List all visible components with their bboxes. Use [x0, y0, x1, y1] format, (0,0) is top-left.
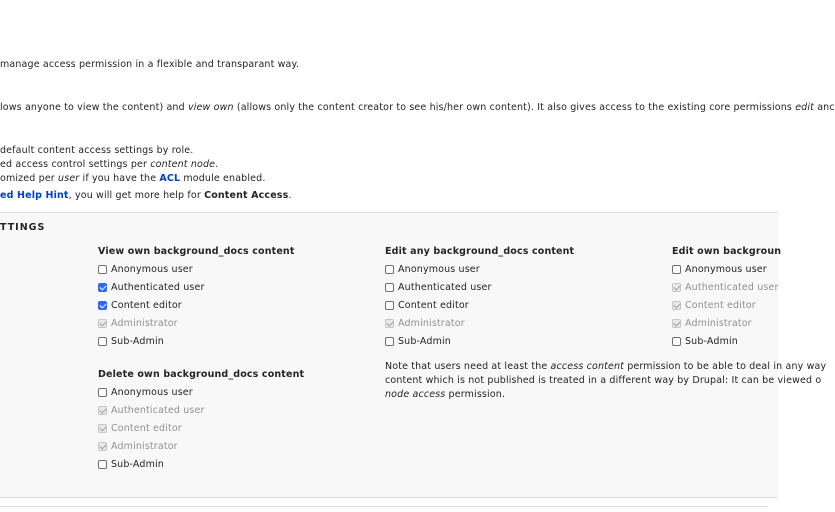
checkbox[interactable] [672, 337, 681, 346]
checkbox-label: Sub-Admin [111, 336, 164, 348]
intro-line-3: default content access settings by role. [0, 145, 194, 156]
intro-line-5: omized per user if you have the ACL module enabled. [0, 173, 266, 184]
checkbox [98, 319, 107, 328]
checkbox-label: Administrator [398, 318, 465, 330]
checkbox-row [672, 298, 756, 312]
checkbox-label: Anonymous user [685, 263, 767, 275]
checkbox [98, 406, 107, 415]
checkbox-row [98, 421, 182, 435]
checkbox-row[interactable] [672, 335, 738, 349]
intro-line-1: manage access permission in a flexible and transparant way. [0, 59, 300, 70]
divider [0, 506, 768, 507]
checkbox-label: Administrator [111, 441, 178, 453]
checkbox-row[interactable] [385, 280, 492, 294]
checkbox [385, 319, 394, 328]
checkbox-label: Administrator [685, 318, 752, 330]
checkbox-row [98, 440, 178, 454]
checkbox-row [672, 280, 779, 294]
checkbox-label: Content editor [111, 299, 182, 311]
checkbox-label: Sub-Admin [685, 336, 738, 348]
checkbox-row[interactable] [98, 262, 193, 276]
checkbox[interactable] [98, 460, 107, 469]
checkbox-row [98, 403, 205, 417]
checkbox-label: Anonymous user [111, 263, 193, 275]
checkbox-row [385, 317, 465, 331]
settings-section-title: TTINGS [0, 222, 46, 233]
checkbox[interactable] [385, 265, 394, 274]
checkbox-row[interactable] [672, 262, 767, 276]
checkbox-row [672, 317, 752, 331]
checkbox-label: Authenticated user [685, 281, 779, 293]
checkbox[interactable] [385, 283, 394, 292]
checkbox-label: Anonymous user [398, 263, 480, 275]
checkbox-label: Authenticated user [398, 281, 492, 293]
checkbox [672, 301, 681, 310]
checkbox [98, 442, 107, 451]
checkbox-row[interactable] [98, 280, 205, 294]
checkbox [672, 319, 681, 328]
checkbox-row[interactable] [98, 335, 164, 349]
checkbox[interactable] [98, 388, 107, 397]
acl-link[interactable]: ACL [159, 173, 181, 184]
checkbox[interactable] [385, 301, 394, 310]
delete-own-group-title: Delete own background_docs content [98, 369, 305, 380]
checkbox-row[interactable] [385, 335, 451, 349]
checkbox-label: Content editor [685, 299, 756, 311]
checkbox-label: Administrator [111, 318, 178, 330]
checkbox-row[interactable] [98, 385, 193, 399]
checkbox-row [98, 317, 178, 331]
checkbox-label: Sub-Admin [111, 459, 164, 471]
note-line-1: Note that users need at least the access content permission to be able to deal in any way [385, 361, 827, 372]
checkbox-label: Authenticated user [111, 404, 205, 416]
intro-line-4: ed access control settings per content node. [0, 159, 219, 170]
checkbox-label: Anonymous user [111, 386, 193, 398]
advanced-help-hint-link[interactable]: ed Help Hint [0, 190, 69, 201]
checkbox-row[interactable] [385, 262, 480, 276]
checkbox-label: Content editor [111, 422, 182, 434]
note-line-2: content which is not published is treated in a different way by Drupal: It can be viewed o [385, 375, 822, 386]
intro-line-2: lows anyone to view the content) and view own (allows only the content creator to see his/her own content). It also gives access to the existing core permissions edit anc [0, 102, 835, 113]
view-own-group-title: View own background_docs content [98, 246, 295, 257]
checkbox-label: Content editor [398, 299, 469, 311]
checkbox[interactable] [98, 283, 107, 292]
checkbox[interactable] [98, 301, 107, 310]
checkbox-row[interactable] [98, 298, 182, 312]
checkbox[interactable] [672, 265, 681, 274]
checkbox [98, 424, 107, 433]
checkbox[interactable] [98, 265, 107, 274]
edit-any-group-title: Edit any background_docs content [385, 246, 575, 257]
checkbox[interactable] [98, 337, 107, 346]
note-line-3: node access permission. [385, 389, 506, 400]
checkbox[interactable] [385, 337, 394, 346]
checkbox-label: Authenticated user [111, 281, 205, 293]
checkbox [672, 283, 681, 292]
checkbox-row[interactable] [385, 298, 469, 312]
checkbox-row[interactable] [98, 458, 164, 472]
checkbox-label: Sub-Admin [398, 336, 451, 348]
permission-note [385, 360, 826, 402]
intro-line-6: ed Help Hint, you will get more help for Content Access. [0, 190, 292, 201]
edit-own-group-title: Edit own backgroun [672, 246, 782, 257]
